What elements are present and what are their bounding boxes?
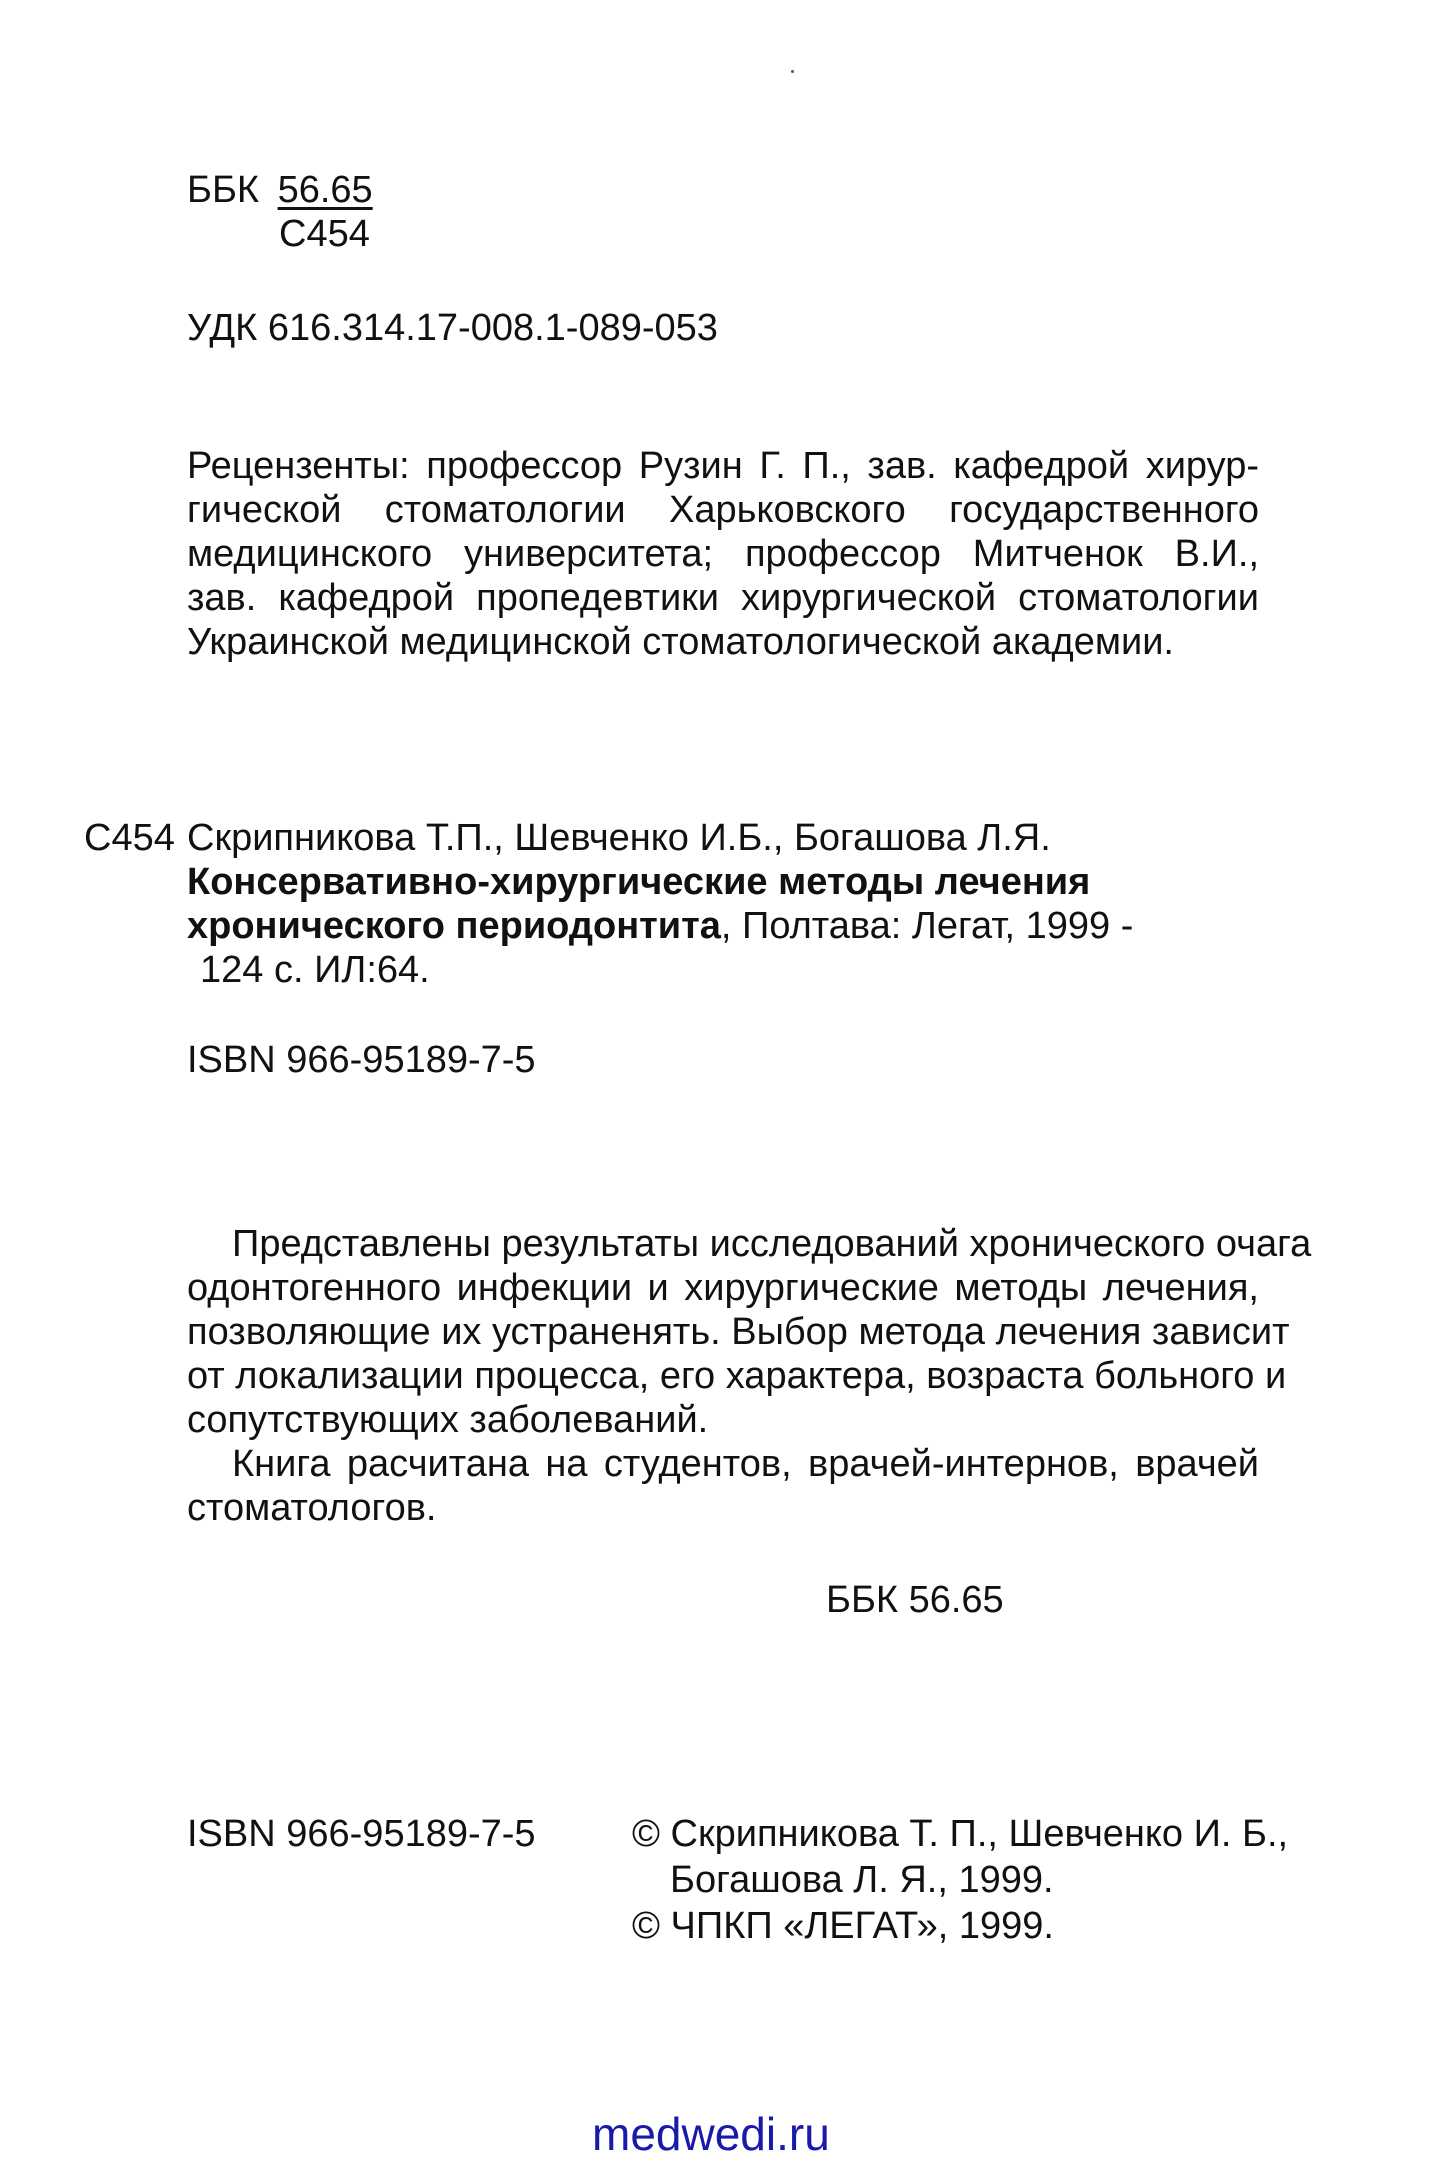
bbk-code: 56.65: [277, 169, 373, 211]
entry-authors: Скрипникова Т.П., Шевченко И.Б., Богашова Л.Я.: [187, 817, 1051, 859]
entry-isbn: ISBN 966-95189-7-5: [187, 1039, 536, 1081]
entry-publisher: , Полтава: Легат, 1999 -: [720, 905, 1134, 947]
copyright-line: Богашова Л. Я., 1999.: [670, 1859, 1054, 1901]
entry-sign: С454: [84, 817, 175, 859]
entry-title-bold: хронического периодонтита: [187, 905, 721, 947]
entry-pages: 124 с. ИЛ:64.: [200, 949, 430, 991]
scan-speck: [791, 70, 794, 73]
annotation-line: от локализации процесса, его характера, возраста больного и: [187, 1355, 1287, 1397]
copyright-line: © ЧПКП «ЛЕГАТ», 1999.: [632, 1905, 1054, 1947]
entry-title-line1: Консервативно-хирургические методы лечения: [187, 861, 1091, 903]
annotation-line: Книга расчитана на студентов, врачей-интернов, врачей: [232, 1443, 1259, 1485]
annotation-line: одонтогенного инфекции и хирургические методы лечения,: [187, 1267, 1259, 1309]
annotation-line: сопутствующих заболеваний.: [187, 1399, 709, 1441]
copyright-line: © Скрипникова Т. П., Шевченко И. Б.,: [632, 1813, 1289, 1855]
annotation-line: позволяющие их устраненять. Выбор метода лечения зависит: [187, 1311, 1290, 1353]
udk-code: УДК 616.314.17-008.1-089-053: [187, 307, 718, 349]
annotation-block: [187, 1222, 1312, 1530]
imprint-isbn: ISBN 966-95189-7-5: [187, 1813, 536, 1855]
bbk-header: [187, 168, 373, 212]
annotation-line: стоматологов.: [187, 1487, 437, 1529]
reviewers-line: Украинской медицинской стоматологической академии.: [187, 621, 1174, 663]
bbk-label: ББК: [187, 169, 260, 211]
annotation-line: Представлены результаты исследований хронического очага: [232, 1223, 1312, 1265]
reviewers-block: [187, 444, 1259, 664]
author-sign: С454: [279, 213, 370, 255]
reviewers-line: Рецензенты: профессор Рузин Г. П., зав. кафедрой хирур-: [187, 445, 1259, 487]
reviewers-line: гической стоматологии Харьковского государственного: [187, 489, 1259, 531]
annotation-bbk: ББК 56.65: [826, 1579, 1004, 1621]
reviewers-line: медицинского университета; профессор Митченок В.И.,: [187, 533, 1259, 575]
reviewers-line: зав. кафедрой пропедевтики хирургической стоматологии: [187, 577, 1259, 619]
site-link[interactable]: medwedi.ru: [592, 2108, 830, 2160]
entry-title-line2: [187, 904, 1133, 948]
